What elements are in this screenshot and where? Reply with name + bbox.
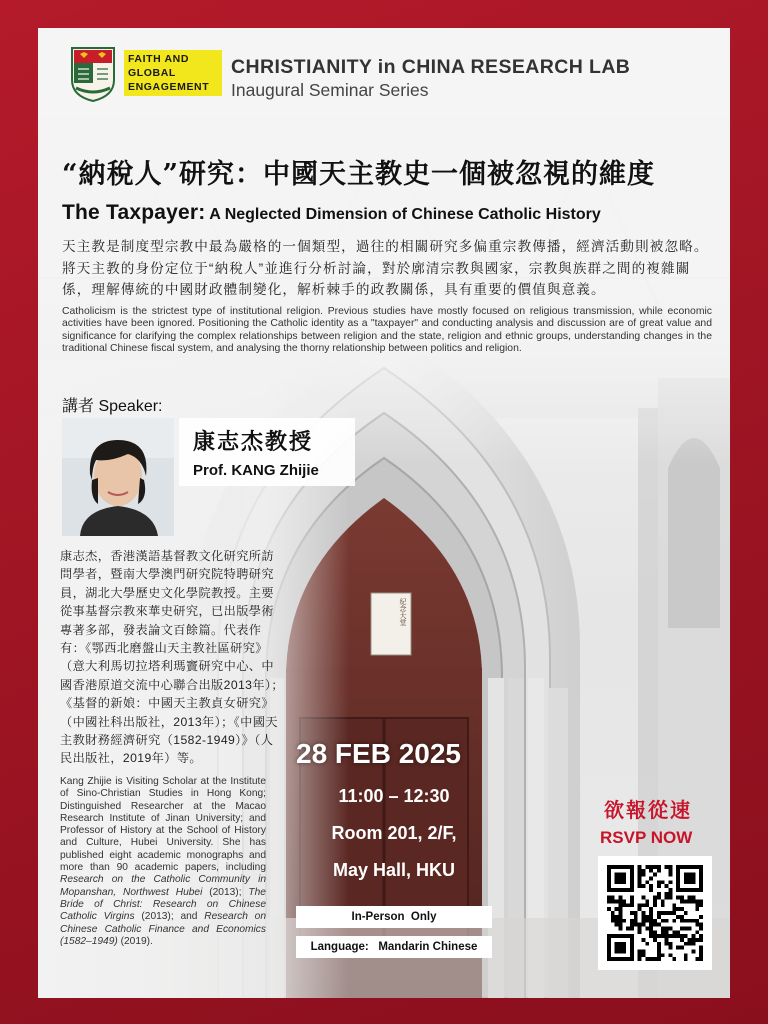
event-venue: May Hall, HKU xyxy=(332,860,456,880)
fge-line-1: FAITH AND xyxy=(128,53,190,65)
faith-and-global-engagement-badge xyxy=(124,50,222,96)
rsvp-qr-code[interactable] xyxy=(598,856,712,970)
event-room: Room 201, 2/F, xyxy=(331,823,457,843)
english-title-rest: A Neglected Dimension of Chinese Catholic History xyxy=(205,206,601,223)
speaker-name-english: Prof. KANG Zhijie xyxy=(193,462,319,479)
hku-logo xyxy=(70,46,116,102)
rsvp-english: RSVP NOW xyxy=(600,828,693,847)
english-title-main: The Taxpayer: xyxy=(62,201,206,224)
abstract-english: Catholicism is the strictest type of institutional religion. Previous studies have mostly focused on religious transmission, while economic activities have been ignored. Positioning the Catholic identity as a "taxpayer" and conducting analysis and discussion are of great value and significance for clarifying the complex relationships between religion and the state, religion and ethnic groups, understanding changes in the traditional Chinese fiscal system, and analysing the thorny relationship between politics and religion. xyxy=(62,306,712,354)
fge-line-3: ENGAGEMENT xyxy=(128,81,210,93)
event-language-badge: Language: Mandarin Chinese xyxy=(296,936,492,958)
qr-code-icon xyxy=(607,865,703,961)
chinese-title: “納稅人”研究：中國天主教史一個被忽視的維度 xyxy=(62,159,656,190)
lab-title: CHRISTIANITY in CHINA RESEARCH LAB xyxy=(231,56,631,78)
english-title xyxy=(62,201,601,225)
event-mode-badge: In-Person Only xyxy=(296,906,492,928)
poster xyxy=(38,28,730,998)
church-sign-text: 紀念大堂 xyxy=(399,598,407,626)
bio-en-text: (2013); xyxy=(202,886,249,898)
bio-en-book-1: Research on the Catholic Community in Mopanshan, Northwest Hubei xyxy=(60,874,266,898)
bio-en-text: (2013); and xyxy=(134,911,205,923)
speaker-bio-chinese: 康志杰，香港漢語基督教文化研究所訪問學者，暨南大學澳門研究院特聘研究員，湖北大學歷史文化學院教授。主要從事基督宗教來華史研究，已出版學術專著多部，發表論文百餘篇。代表作有：《鄂西北磨盤山天主教社區研究》（意大利馬切拉塔利瑪竇研究中心、中國香港原道交流中心聯合出版2013年）；《基督的新娘：中國天主教貞女研究》（中國社科出版社，2013年）；《中國天主教財務經濟研究（1582-1949）》（人民出版社，2019年）等。 xyxy=(60,549,285,766)
rsvp-chinese: 欲報從速 xyxy=(604,798,692,822)
abstract-chinese: 天主教是制度型宗教中最為嚴格的一個類型，過往的相關研究多偏重宗教傳播，經濟活動則被忽略。將天主教的身份定位于“納稅人”並進行分析討論，對於廓清宗教與國家，宗教與族群之間的複雜關係，理解傳統的中國財政體制變化，解析棘手的政教關係，具有重要的價值與意義。 xyxy=(62,239,709,297)
speaker-photo xyxy=(62,418,174,536)
speaker-bio-english xyxy=(60,776,266,948)
event-date: 28 FEB 2025 xyxy=(296,738,461,769)
bio-en-text: (2019). xyxy=(117,935,153,947)
bio-en-book-2: The Bride of Christ: Research on Chinese Catholic Virgins xyxy=(60,886,266,923)
bio-en-book-3: Research on Chinese Catholic Finance and Economics (1582–1949) xyxy=(60,911,266,947)
speaker-name-chinese: 康志杰教授 xyxy=(193,429,314,455)
event-time: 11:00 – 12:30 xyxy=(338,786,450,806)
fge-line-2: GLOBAL xyxy=(128,67,176,79)
bio-en-text: Kang Zhijie is Visiting Scholar at the Institute of Sino-Christian Studies in Hong Kong; Distinguished Researcher at the Macao Research Institute of Jinan University; and Professor of History at the School of History and Culture, Hubei University. She has published eight academic monographs and more than 90 academic papers, including xyxy=(60,776,266,874)
speaker-label: 講者 Speaker: xyxy=(62,398,163,415)
lab-subtitle: Inaugural Seminar Series xyxy=(231,80,429,100)
